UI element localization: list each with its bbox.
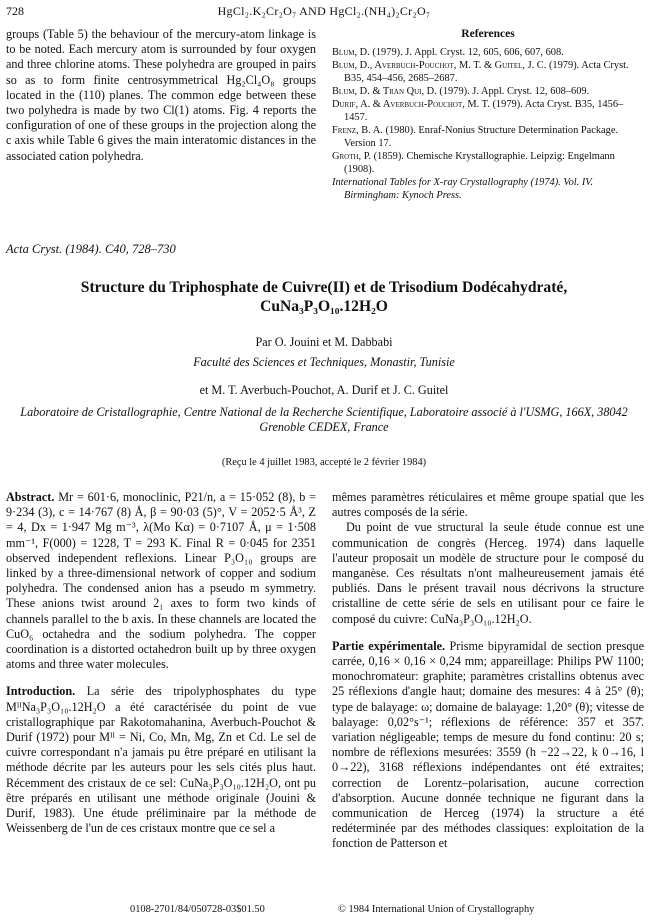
article-title xyxy=(6,278,642,316)
reference-item: Groth, P. (1859). Chemische Krystallographie. Leipzig: Engelmann (1908). xyxy=(332,151,615,175)
copyright: © 1984 International Union of Crystallography xyxy=(338,904,535,915)
left-column xyxy=(6,490,316,836)
authors-group-1: Par O. Jouini et M. Dabbabi xyxy=(255,335,393,349)
previous-article-text: groups (Table 5) the behaviour of the mercury-atom linkage is to be noted. Each mercury atom is surrounded by four oxygen and three chlorine atoms. These polyhedra are grouped in pairs so as to form finite centrosymmetrical Hg₂Cl₄O₈ groups located in the (110) planes. The common edge between these two polyhedra is made by two Cl(1) atoms. Fig. 4 reports the configuration of one of these groups in the projection along the c axis while Table 6 gives the main interatomic distances in the associated cation polyhedra. xyxy=(6,27,316,163)
reference-item: Blum, D. (1979). J. Appl. Cryst. 12, 605, 606, 607, 608. xyxy=(332,47,564,58)
reference-item: International Tables for X-ray Crystallography (1974). Vol. IV. Birmingham: Kynoch Press. xyxy=(332,177,593,201)
abstract xyxy=(6,490,316,672)
authors-group-2: et M. T. Averbuch-Pouchot, A. Durif et J. C. Guitel xyxy=(199,383,449,397)
page-header xyxy=(6,4,642,22)
running-title: HgCl₂.K₂Cr₂O₇ AND HgCl₂.(NH₄)₂Cr₂O₇ xyxy=(217,4,431,18)
right-para-1: mêmes paramètres réticulaires et même groupe spatial que les autres composés de la série. xyxy=(332,490,644,520)
abstract-label: Abstract. xyxy=(6,490,55,504)
reference-item: Blum, D. & Tran Qui, D. (1979). J. Appl. Cryst. 12, 608–609. xyxy=(332,86,590,97)
right-column xyxy=(332,490,644,852)
article-title-line1: Structure du Triphosphate de Cuivre(II) et de Trisodium Dodécahydraté, xyxy=(80,279,568,296)
abstract-text: Mr = 601·6, monoclinic, P21/n, a = 15·052 (8), b = 9·234 (3), c = 14·767 (8) Å, β = 90·03 (5)°, V = 2052·5 Å³, Z = 4, Dx = 1·947 Mg m⁻³, λ(Mo Kα) = 0·7107 Å, μ = 1·508 mm⁻¹, F(000) = 1228, T = 293 K. Final R = 0·045 for 2351 observed independent reflexions. Linear P₃O₁₀ groups are linked by a three-dimensional network of copper and sodium polyhedra. The condensed anion has a pseudo m symmetry. These anions twist around 2₁ axes to form two kinds of channels parallel to the b axis. In these channels are located the CuO₆ octahedra and the sodium polyhedra. The copper coordination is a distorted octahedron built up by three oxygen atoms and three water molecules. xyxy=(6,490,316,672)
references-title: References xyxy=(461,28,515,40)
received-date: (Reçu le 4 juillet 1983, accepté le 2 février 1984) xyxy=(221,457,427,468)
page-number: 728 xyxy=(6,4,24,18)
reference-item: Blum, D., Averbuch-Pouchot, M. T. & Guitel, J. C. (1979). Acta Cryst. B35, 454–456, 2685–2687. xyxy=(332,60,629,84)
reference-item: Frenz, B. A. (1980). Enraf-Nonius Structure Determination Package. Version 17. xyxy=(332,125,619,149)
affiliation-2: Laboratoire de Cristallographie, Centre National de la Recherche Scientifique, Laboratoire associé à l'USMG, 166X, 38042 Grenoble CEDEX, France xyxy=(20,405,628,434)
experimental-label: Partie expérimentale. xyxy=(332,638,446,653)
experimental-section xyxy=(332,639,644,852)
introduction xyxy=(6,684,316,836)
references-section xyxy=(332,28,644,202)
previous-article-conclusion xyxy=(6,27,316,164)
right-para-2: Du point de vue structural la seule étude connue est une communication de congrès (Herceg. 1974) dans laquelle l'auteur proposait un modèle de structure pour le composé du manganèse. Ces résultats n'ont malheureusement jamais été publiés. Dans le présent travail nous décrivons la structure cristalline de cette série de sels en utilisant pour ce faire le composé du cuivre: CuNa₃P₃O₁₀.12H₂O. xyxy=(332,520,644,626)
affiliation-1: Faculté des Sciences et Techniques, Monastir, Tunisie xyxy=(193,355,455,369)
journal-citation: Acta Cryst. (1984). C40, 728–730 xyxy=(6,242,176,256)
introduction-label: Introduction. xyxy=(6,684,76,699)
article-title-line2: CuNa₃P₃O₁₀.12H₂O xyxy=(260,298,388,315)
issn-code: 0108-2701/84/050728-03$01.50 xyxy=(130,904,265,915)
reference-item: Durif, A. & Averbuch-Pouchot, M. T. (1979). Acta Cryst. B35, 1456–1457. xyxy=(332,99,624,123)
experimental-text: Prisme bipyramidal de section presque carrée, 0,16 × 0,16 × 0,24 mm; appareillage: Philips PW 1100; monochromateur: graphite; paramètres cristallins obtenus avec 25 réflexions d'angle haut; domaine des mesures: 4 à 25° (θ); type de balayage: ω; domaine de balayage: 1,20° (θ); vitesse de balayage: 0,02°s⁻¹; réflexions de référence: 357 et 357̄. variation négligeable; temps de mesure du fond continu: 20 s; nombre de réflexions mesurées: 3559 (h −22→22, k 0→16, l 0→22), 3168 réflexions indépendantes ont été extraites; correction de Lorentz–polarisation, aucune correction d'absorption. Aucune donnée technique ne figurant dans la communication de Herceg (1974) la structure a été redéterminée par des méthodes classiques: exploitation de la fonction de Patterson et xyxy=(332,638,645,851)
introduction-text: La série des tripolyphosphates du type MᴵᴵNa₃P₃O₁₀.12H₂O a été caractérisée du point de vue cristallographique par Rakotomahanina, Averbuch-Pouchot & Durif (1972) pour Mᴵᴵ = Ni, Co, Mn, Mg, Zn et Cd. Le sel de cuivre correspondant n'a jamais pu être préparé en utilisant la méthode décrite par les auteurs pour les sels cités plus haut. Récemment des cristaux de ce sel: CuNa₃P₃O₁₀.12H₂O, ont pu être préparés en utilisant une méthode originale (Jouini & Durif, 1983). Une étude préliminaire par la méthode de Weissenberg de l'un de ces cristaux montre que ce sel a xyxy=(6,684,317,836)
